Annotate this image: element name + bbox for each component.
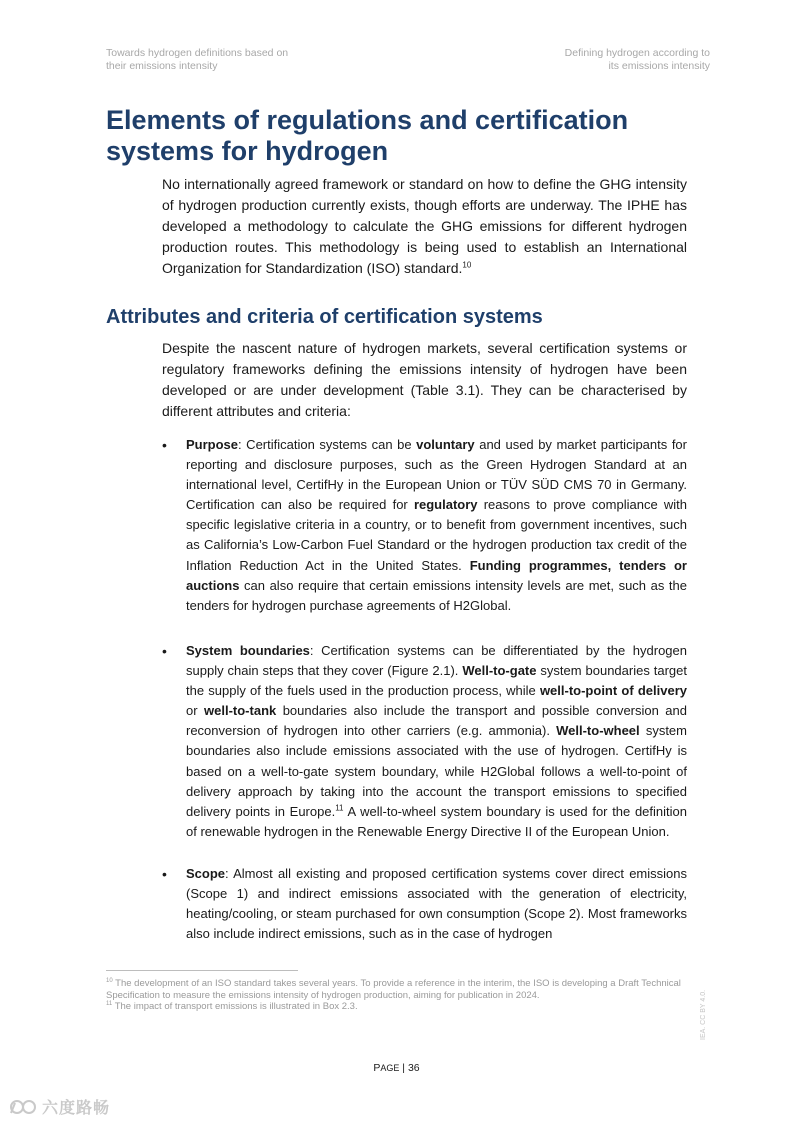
bold-well-to-gate: Well-to-gate — [462, 663, 537, 679]
bullet-text-part: : Certification systems can be — [238, 437, 417, 452]
bullet-purpose-text — [186, 435, 687, 616]
footnote-separator — [106, 970, 298, 971]
running-header-left — [106, 47, 288, 73]
watermark-text: 六度路畅 — [42, 1100, 111, 1117]
bullet-marker: • — [162, 866, 167, 882]
bullet-text-part: and used by market participants for reporting and disclosure purposes, such as the Green Hydrogen Standard at an international level, CertifHy in the European Union or TÜV SÜD CMS 70 in Germany. Certification can also be required for — [186, 437, 687, 513]
running-header-right — [565, 47, 710, 73]
bullet-text-part: system boundaries target the supply of the fuels used in the production process, while — [186, 663, 688, 699]
footnote-11-number: 11 — [106, 1000, 113, 1007]
bullet-text-part: reasons to prove compliance with specific legislative criteria in a country, or to benefit from government incentives, such as California’s Low-Carbon Fuel Standard or the hydrogen production tax credit of the Inflation Reduction Act in the United States. — [186, 497, 687, 573]
page-separator: | — [399, 1062, 408, 1074]
bullet-purpose — [162, 435, 687, 638]
footnote-11 — [106, 1001, 696, 1013]
bullet-term-scope: Scope — [186, 866, 226, 881]
bold-well-to-wheel: Well-to-wheel — [556, 723, 640, 739]
bullet-term-system-boundaries: System boundaries — [186, 643, 310, 658]
bullet-system-boundaries-text — [186, 641, 687, 842]
header-left-line2: their emissions intensity — [106, 60, 218, 72]
bullet-text-part: can also require that certain emissions intensity levels are met, such as the tenders for hydrogen purchase agreements of H2Global. — [186, 577, 687, 613]
footnote-ref-10[interactable]: 10 — [462, 260, 472, 270]
criteria-bullet-list — [162, 435, 687, 957]
header-right-line1: Defining hydrogen according to — [564, 47, 710, 59]
watermark-logo-icon — [8, 1097, 38, 1117]
section-title-line1: Elements of regulations and certification — [106, 105, 629, 135]
bullet-text-part: A well-to-wheel system boundary is used for the definition of renewable hydrogen in the Renewable Energy Directive II of the European Union. — [186, 803, 687, 839]
header-left-line1: Towards hydrogen definitions based on — [106, 47, 289, 59]
bold-well-to-tank: well-to-tank — [204, 703, 277, 719]
bullet-text-part: : Almost all existing and proposed certification systems cover direct emissions (Scope 1) and indirect emissions associated with the generation of electricity, heating/cooling, or steam purchased for own consumption (Scope 2). Most frameworks also include indirect emissions, such as in the case of hydrogen — [186, 866, 687, 942]
footnote-11-text: The impact of transport emissions is illustrated in Box 2.3. — [112, 1001, 358, 1012]
intro-text: No internationally agreed framework or standard on how to define the GHG intensity of hydrogen production currently exists, though efforts are underway. The IPHE has developed a methodology to calculate the GHG emissions for different hydrogen production routes. This methodology is being used to establish an International Organization for Standardization (ISO) standard. — [162, 176, 687, 276]
footnote-10-text: The development of an ISO standard takes several years. To provide a reference in the interim, the ISO is developing a Draft Technical Specification to measure the emissions intensity of hydrogen production, aiming for publication in 2024. — [106, 978, 681, 1001]
bullet-text-part: or — [186, 703, 205, 719]
bold-well-to-point: well-to-point of delivery — [539, 683, 687, 699]
footnote-10 — [106, 978, 696, 1001]
page-number-footer — [0, 1062, 793, 1074]
bold-voluntary: voluntary — [416, 437, 475, 452]
section-title-line2: systems for hydrogen — [106, 136, 389, 166]
bold-funding: Funding programmes, tenders or auctions — [186, 557, 687, 593]
bullet-marker: • — [162, 643, 167, 659]
bullet-scope — [162, 864, 687, 954]
license-credit: IEA. CC BY 4.0. — [700, 989, 707, 1040]
bold-regulatory: regulatory — [413, 497, 478, 513]
intro-paragraph — [162, 174, 687, 279]
section-title-attributes: Attributes and criteria of certification systems — [106, 306, 543, 328]
page-label-initial: P — [373, 1062, 381, 1074]
footnote-10-number: 10 — [106, 977, 113, 984]
bullet-text-part: : Certification systems can be differentiated by the hydrogen supply chain steps that they cover (Figure 2.1). — [186, 643, 687, 679]
bullet-text-part: system boundaries also include emissions associated with the use of hydrogen. CertifHy is based on a well-to-gate system boundary, while H2Global follows a well-to-point of delivery approach by taking into the account the transport emissions to specified delivery points in Europe. — [186, 723, 687, 819]
watermark — [8, 1095, 110, 1118]
bullet-scope-text — [186, 864, 687, 944]
attributes-paragraph: Despite the nascent nature of hydrogen markets, several certification systems or regulatory frameworks defining the emissions intensity of hydrogen have been developed or are under development (Table 3.1). They can be characterised by different attributes and criteria: — [162, 340, 687, 419]
bullet-marker: • — [162, 437, 167, 453]
page-number: 36 — [407, 1062, 420, 1074]
header-right-line2: its emissions intensity — [608, 60, 710, 72]
section-title-regulations — [106, 105, 706, 167]
bullet-text-part: boundaries also include the transport and possible conversion and reconversion of hydrogen into other carriers (e.g. ammonia). — [186, 703, 687, 739]
footnote-ref-11[interactable]: 11 — [335, 803, 344, 813]
footnotes — [106, 978, 696, 1013]
page-label-rest: AGE — [380, 1063, 400, 1073]
bullet-term-purpose: Purpose — [186, 437, 239, 452]
bullet-system-boundaries — [162, 641, 687, 861]
